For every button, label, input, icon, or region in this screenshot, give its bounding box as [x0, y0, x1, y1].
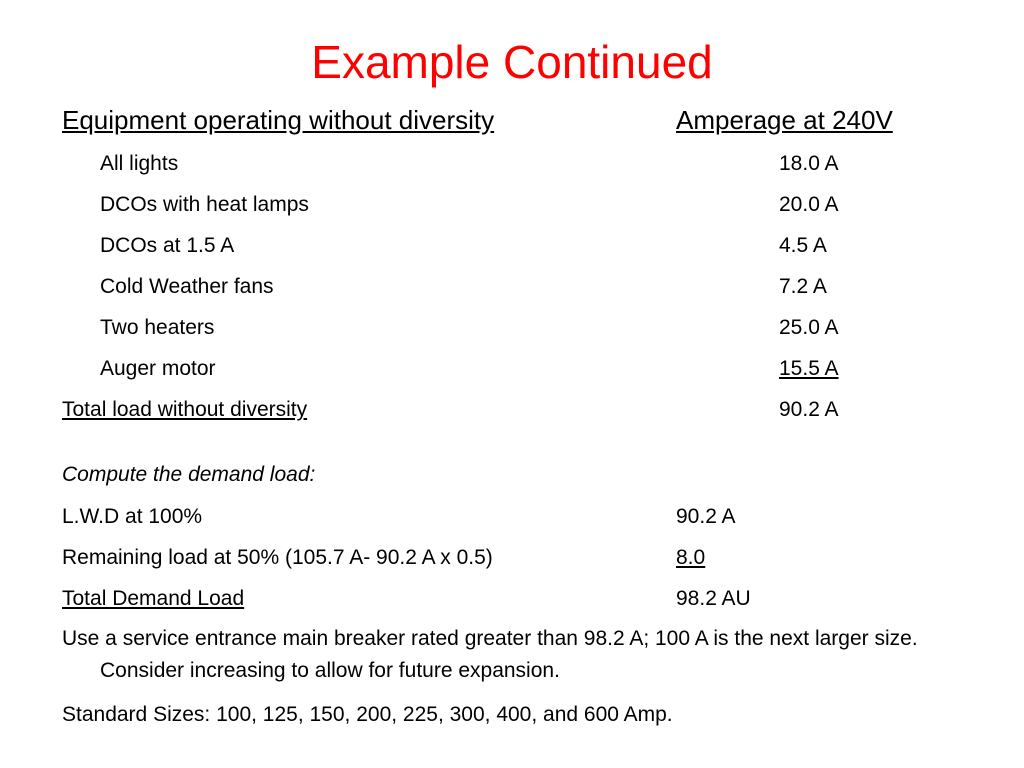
note-standard-sizes: Standard Sizes: 100, 125, 150, 200, 225, 300, 400, and 600 Amp.	[62, 703, 673, 726]
total-without-diversity-value: 90.2 A	[779, 398, 839, 421]
demand-value-total: 98.2 AU	[676, 587, 751, 610]
equipment-value-dcos-1-5a: 4.5 A	[779, 234, 827, 257]
column-header-equipment: Equipment operating without diversity	[62, 105, 495, 135]
demand-label-remaining: Remaining load at 50% (105.7 A- 90.2 A x 0.5)	[62, 546, 493, 569]
equipment-value-all-lights: 18.0 A	[779, 152, 839, 175]
equipment-label-dcos-heat-lamps: DCOs with heat lamps	[100, 193, 309, 216]
equipment-label-dcos-1-5a: DCOs at 1.5 A	[100, 234, 235, 257]
equipment-label-two-heaters: Two heaters	[100, 316, 215, 339]
equipment-label-all-lights: All lights	[100, 152, 179, 175]
total-without-diversity-label: Total load without diversity	[62, 398, 308, 421]
column-header-amperage: Amperage at 240V	[676, 105, 893, 135]
equipment-value-auger-motor: 15.5 A	[779, 357, 839, 380]
demand-label-lwd: L.W.D at 100%	[62, 505, 203, 528]
note-breaker-recommendation: Use a service entrance main breaker rated greater than 98.2 A; 100 A is the next larger size. Consider increasing to allow for future expansion.	[62, 627, 918, 682]
equipment-value-cold-weather-fans: 7.2 A	[779, 275, 827, 298]
demand-value-remaining: 8.0	[676, 546, 706, 569]
equipment-label-auger-motor: Auger motor	[100, 357, 216, 380]
equipment-label-cold-weather-fans: Cold Weather fans	[100, 275, 274, 298]
demand-heading: Compute the demand load:	[62, 463, 316, 486]
demand-label-total: Total Demand Load	[62, 587, 245, 610]
equipment-value-dcos-heat-lamps: 20.0 A	[779, 193, 839, 216]
slide-title: Example Continued	[311, 36, 713, 88]
equipment-value-two-heaters: 25.0 A	[779, 316, 839, 339]
demand-value-lwd: 90.2 A	[676, 505, 736, 528]
